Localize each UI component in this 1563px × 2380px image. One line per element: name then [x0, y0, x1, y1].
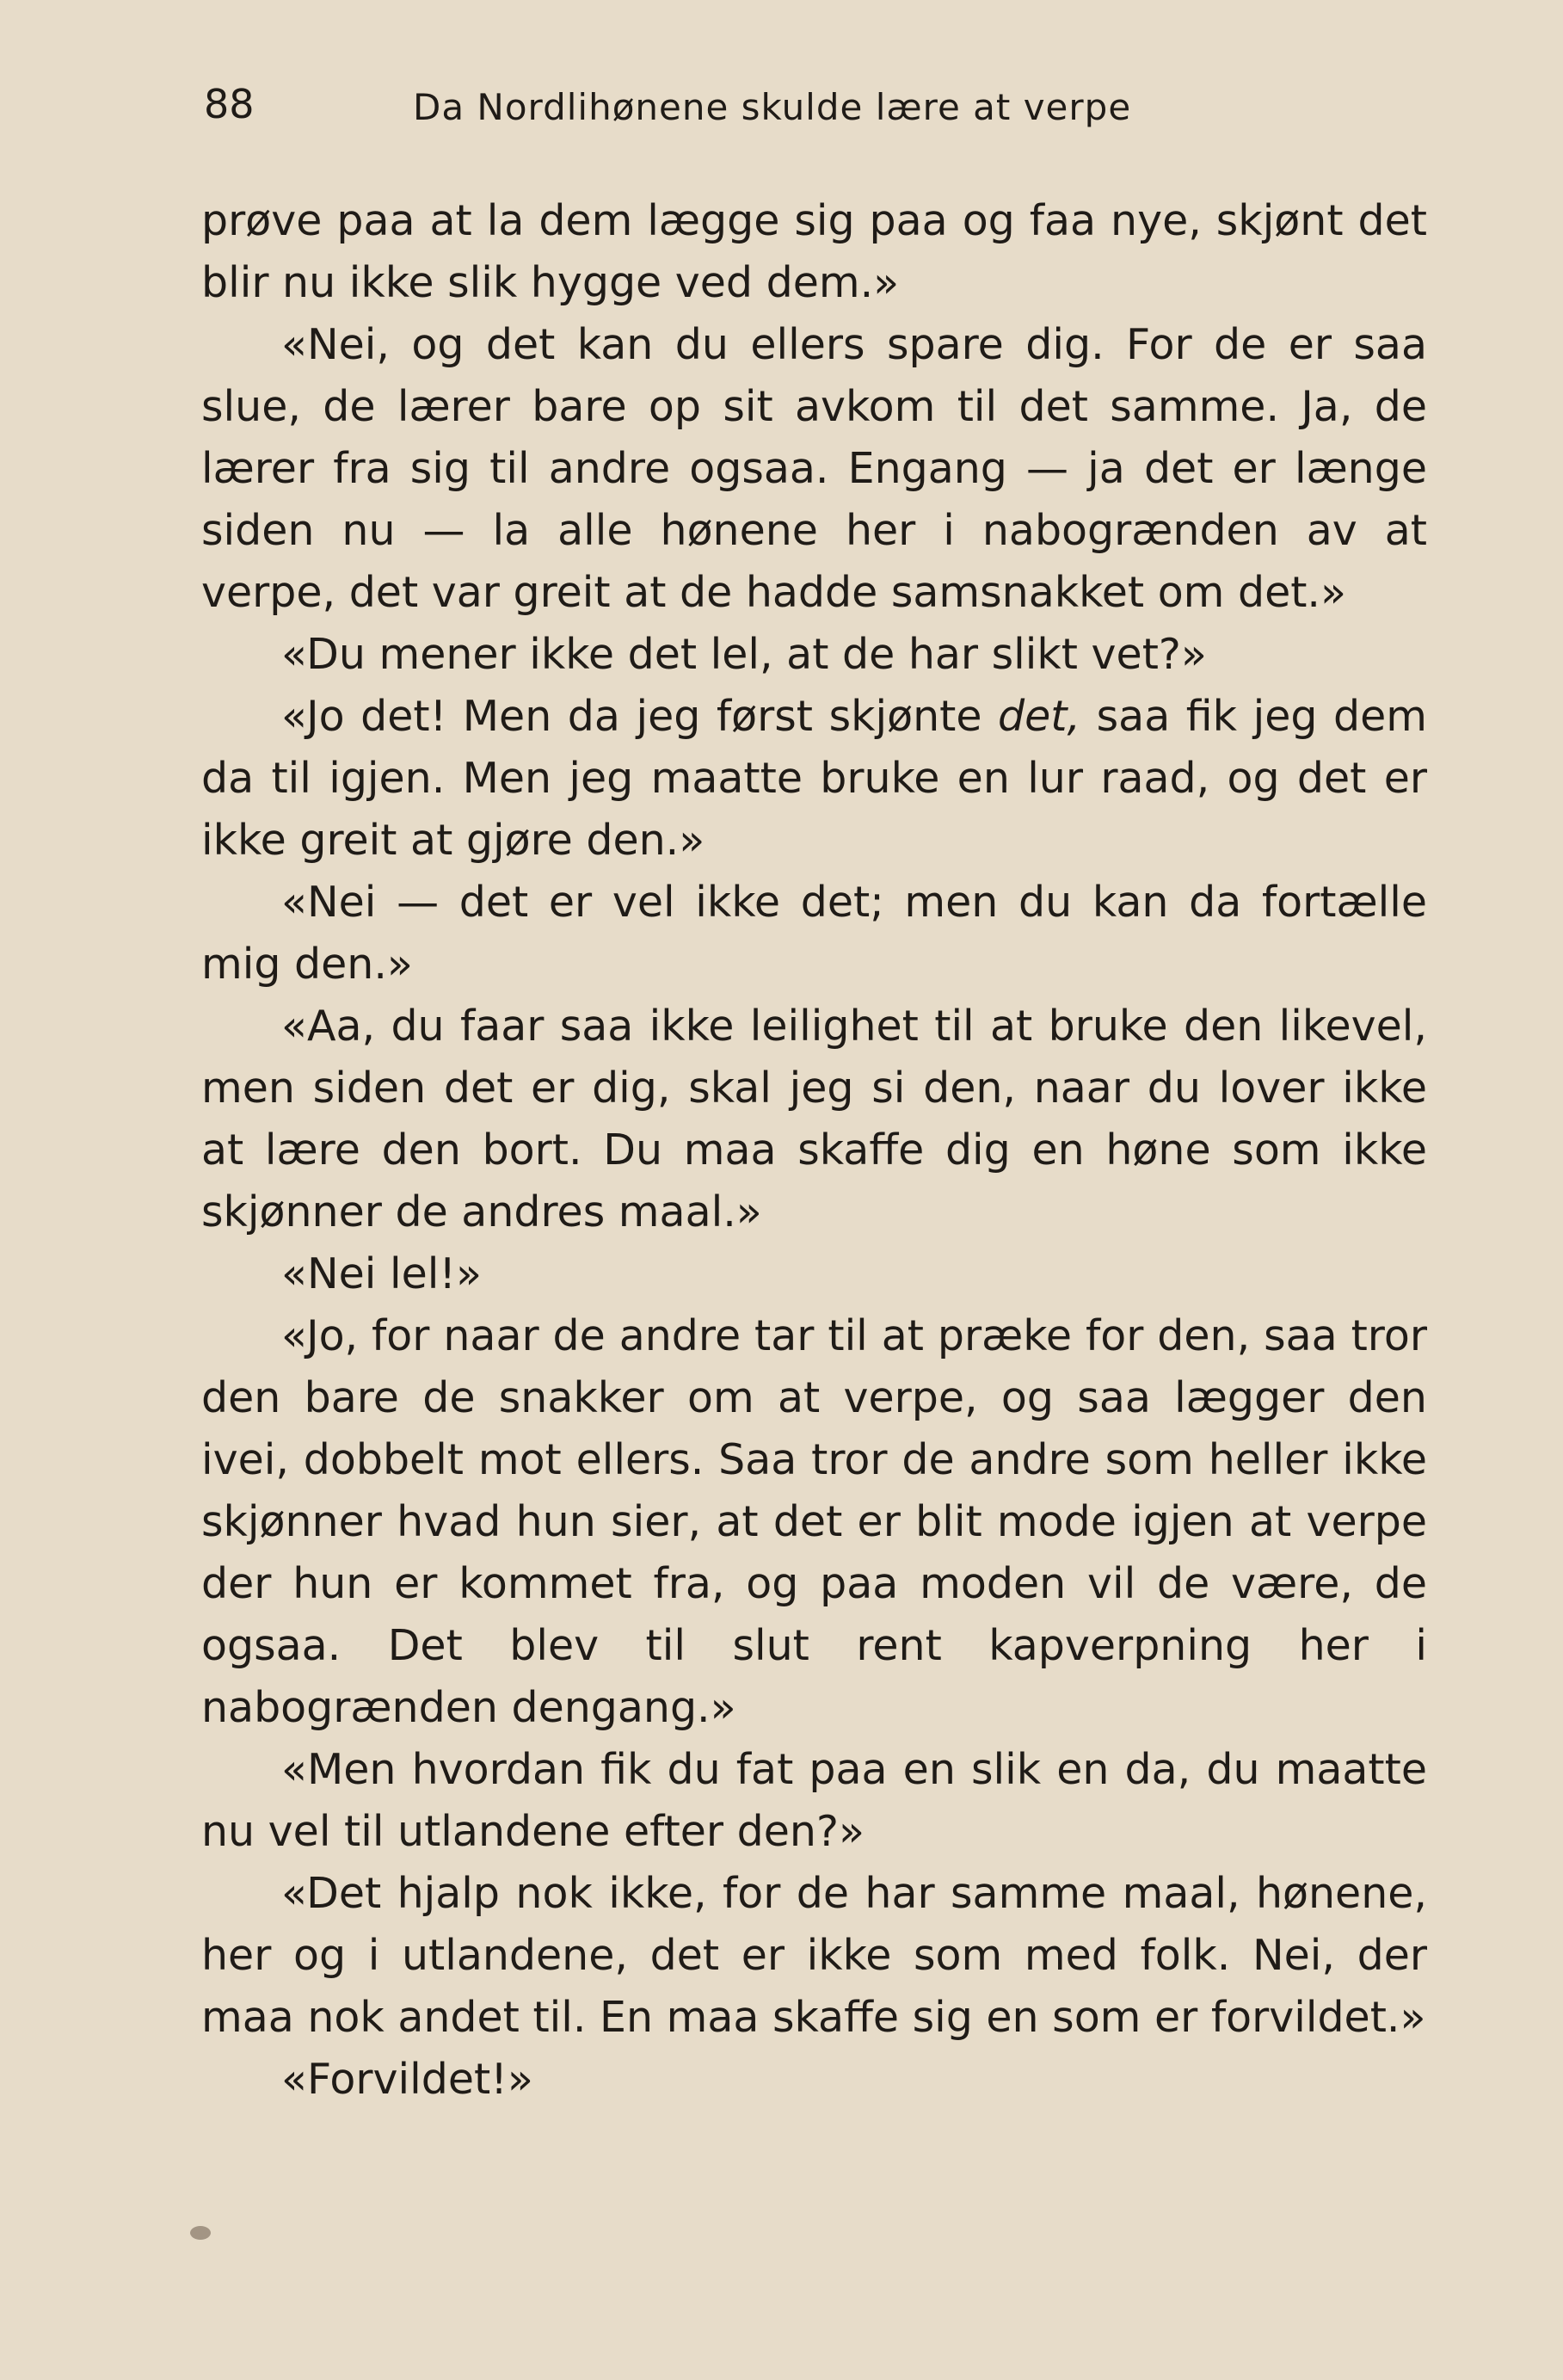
paragraph: «Det hjalp nok ikke, for de har samme maal, hønene, her og i utlandene, det er ikke som med folk. Nei, der maa nok andet til. En maa skaffe sig en som er forvildet.»	[201, 1869, 1427, 2042]
paragraph: «Forvildet!»	[281, 2055, 533, 2104]
running-title: Da Nordlihønene skulde lære at verpe	[413, 86, 1132, 128]
ink-blot	[190, 2226, 211, 2240]
paragraph-segment: saa fik jeg dem da til igjen. Men jeg maatte bruke en lur raad, og det er ikke greit at gjøre den.»	[201, 692, 1427, 865]
body-text	[201, 190, 1427, 2111]
paragraph	[201, 686, 1427, 872]
paragraph-segment: «Jo det! Men da jeg først skjønte	[281, 692, 999, 741]
emphasis-text: det,	[998, 692, 1081, 741]
paragraph: «Men hvordan fik du fat paa en slik en da, du maatte nu vel til utlandene efter den?»	[201, 1745, 1427, 1856]
paragraph: «Du mener ikke det lel, at de har slikt vet?»	[281, 630, 1207, 679]
paragraph: «Nei — det er vel ikke det; men du kan da fortælle mig den.»	[201, 878, 1427, 989]
paragraph: «Nei, og det kan du ellers spare dig. For de er saa slue, de lærer bare op sit avkom til det samme. Ja, de lærer fra sig til andre ogsaa. Engang — ja det er længe siden nu — la alle hønene her i nabogrænden av at verpe, det var greit at de hadde samsnakket om det.»	[201, 320, 1427, 617]
paragraph: «Jo, for naar de andre tar til at præke for den, saa tror den bare de snakker om at verpe, og saa lægger den ivei, dobbelt mot ellers. Saa tror de andre som heller ikke skjønner hvad hun sier, at det er blit mode igjen at verpe der hun er kommet fra, og paa moden vil de være, de ogsaa. Det blev til slut rent kapverpning her i nabogrænden dengang.»	[201, 1311, 1427, 1732]
paragraph: «Nei lel!»	[281, 1249, 482, 1298]
paragraph: prøve paa at la dem lægge sig paa og faa nye, skjønt det blir nu ikke slik hygge ved dem.»	[201, 196, 1427, 307]
paragraph: «Aa, du faar saa ikke leilighet til at bruke den likevel, men siden det er dig, skal jeg si den, naar du lover ikke at lære den bort. Du maa skaffe dig en høne som ikke skjønner de andres maal.»	[201, 1002, 1427, 1236]
page-number: 88	[204, 81, 255, 127]
